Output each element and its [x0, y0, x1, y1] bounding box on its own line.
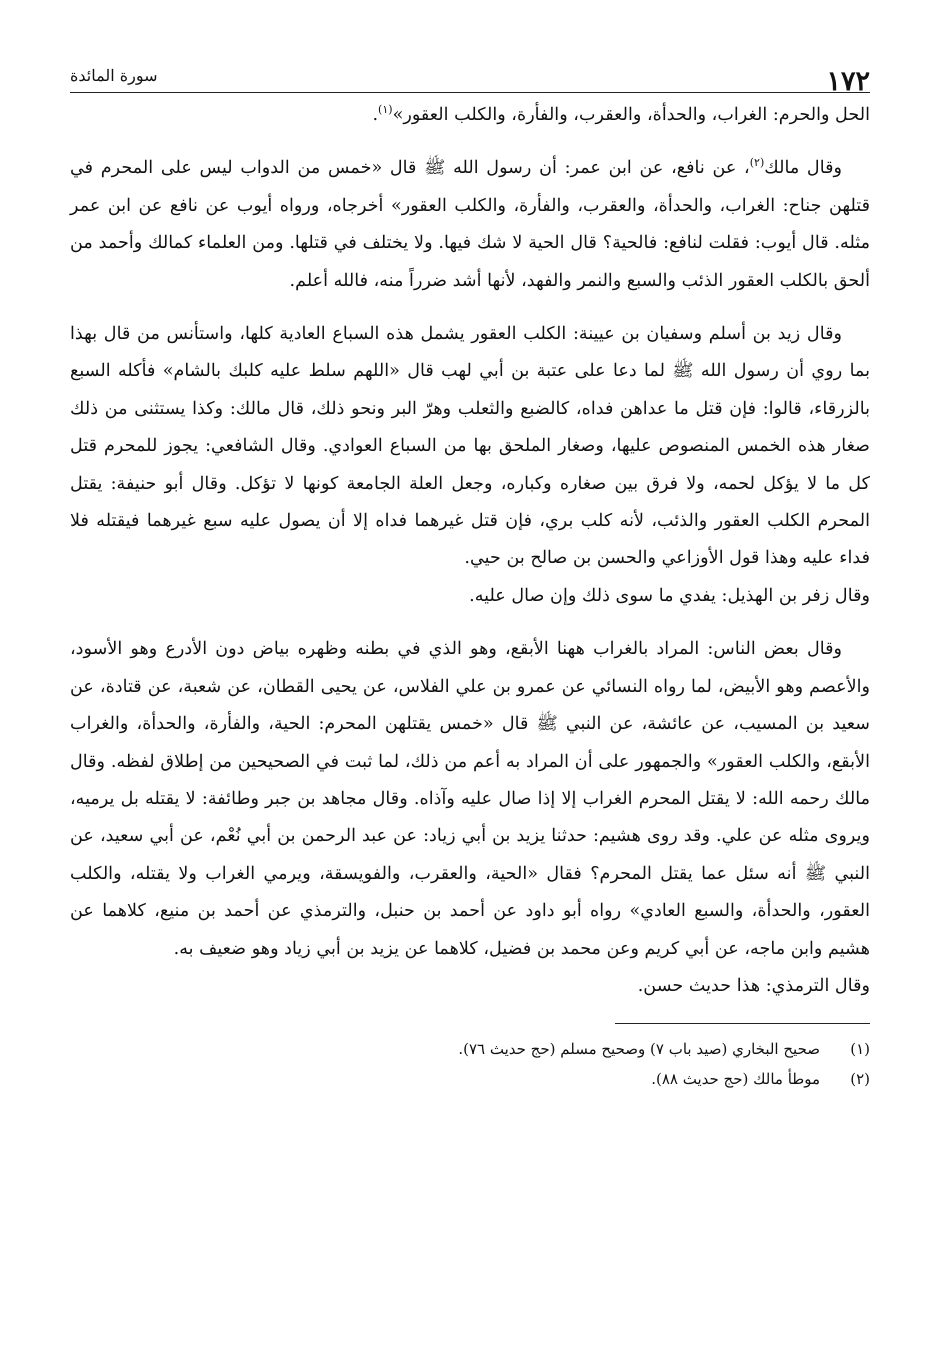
footnote-separator: [615, 1023, 870, 1024]
main-text: [70, 97, 870, 1005]
page-header: [70, 58, 870, 97]
paragraph-1: [70, 97, 870, 134]
running-title: سورة المائدة: [70, 66, 158, 85]
paragraph-text: وقال بعض الناس: المراد بالغراب ههنا الأبقع، وهو الذي في بطنه وظهره بياض دون الأدرع وهو الأسود، والأعصم وهو الأبيض، لما رواه النسائي عن عمرو بن علي الفلاس، عن يحيى القطان، عن شعبة، عن قتادة، عن سعيد بن المسيب، عن عائشة، عن النبي ﷺ قال «خمس يقتلهن المحرم: الحية، والفأرة، والحدأة، والغراب الأبقع، والكلب العقور» والجمهور على أن المراد به أعم من ذلك، لما ثبت في الصحيحين من إطلاق لفظه. وقال مالك رحمه الله: لا يقتل المحرم الغراب إلا إذا صال عليه وآذاه. وقال مجاهد بن جبر وطائفة: لا يقتله بل يرميه، ويروى مثله عن علي. وقد روى هشيم: حدثنا يزيد بن أبي زياد: عن عبد الرحمن بن أبي نُعْم، عن أبي سعيد، عن النبي ﷺ أنه سئل عما يقتل المحرم؟ فقال «الحية، والعقرب، والفويسقة، ويرمي الغراب ولا يقتله، والكلب العقور، والحدأة، والسبع العادي» رواه أبو داود عن أحمد بن حنبل، والترمذي عن أحمد بن منيع، كلاهما عن هشيم وابن ماجه، عن أبي كريم وعن محمد بن فضيل، كلاهما عن يزيد بن أبي زياد وهو ضعيف به.: [70, 639, 870, 959]
paragraph-5: [70, 631, 870, 968]
paragraph-3: [70, 316, 870, 578]
footnote-ref-1: (١): [378, 103, 393, 117]
paragraph-text: وقال مالك: [764, 158, 842, 179]
paragraph-4: [70, 578, 870, 615]
footnotes: [70, 1034, 870, 1094]
paragraph-text: الحل والحرم: الغراب، والحدأة، والعقرب، والفأرة، والكلب العقور»: [392, 105, 870, 125]
paragraph-text: وقال زيد بن أسلم وسفيان بن عيينة: الكلب العقور يشمل هذه السباع العادية كلها، واستأنس من قال بهذا بما روي أن رسول الله ﷺ لما دعا على عتبة بن أبي لهب قال «اللهم سلط عليه كلبك بالشام» فأكله السبع بالزرقاء، قالوا: فإن قتل ما عداهن فداه، كالضبع والثعلب وهرّ البر ونحو ذلك، قال مالك: وكذا يستثنى من ذلك صغار هذه الخمس المنصوص عليها، وصغار الملحق بها من السباع العوادي. وقال الشافعي: يجوز للمحرم قتل كل ما لا يؤكل لحمه، ولا فرق بين صغاره وكباره، وجعل العلة الجامعة كونها لا تؤكل. وقال أبو حنيفة: يقتل المحرم الكلب العقور والذئب، لأنه كلب بري، فإن قتل غيرهما فداه إلا أن يصول عليه سبع غيرهما فيقتله فلا فداء عليه وهذا قول الأوزاعي والحسن بن صالح بن حيي.: [70, 324, 870, 569]
paragraph-2: [70, 150, 870, 300]
footnote-text: موطأ مالك (حج حديث ٨٨).: [651, 1070, 820, 1089]
footnote-2: [70, 1064, 870, 1094]
footnote-number: (١): [850, 1040, 870, 1059]
paragraph-tail: ، عن نافع، عن ابن عمر: أن رسول الله ﷺ قال «خمس من الدواب ليس على المحرم في قتلهن جناح: الغراب، والحدأة، والعقرب، والفأرة، والكلب العقور» أخرجاه، ورواه أيوب عن نافع عن ابن عمر مثله. قال أيوب: فقلت لنافع: فالحية؟ قال الحية لا شك فيها. ولا يختلف في قتلها. ومن العلماء كمالك وأحمد من ألحق بالكلب العقور الذئب والسبع والنمر والفهد، لأنها أشد ضرراً منه، فالله أعلم.: [70, 158, 870, 291]
paragraph-text: وقال الترمذي: هذا حديث حسن.: [637, 975, 870, 996]
paragraph-text: وقال زفر بن الهذيل: يفدي ما سوى ذلك وإن صال عليه.: [469, 585, 870, 606]
paragraph-tail: .: [372, 105, 379, 125]
paragraph-6: [70, 968, 870, 1005]
page-number: ١٧٢: [826, 66, 870, 97]
footnote-1: [70, 1034, 870, 1064]
footnote-ref-2: (٢): [749, 156, 765, 170]
book-page: [70, 58, 870, 1094]
footnote-text: صحيح البخاري (صيد باب ٧) وصحيح مسلم (حج حديث ٧٦).: [458, 1040, 820, 1059]
footnote-number: (٢): [850, 1070, 870, 1089]
